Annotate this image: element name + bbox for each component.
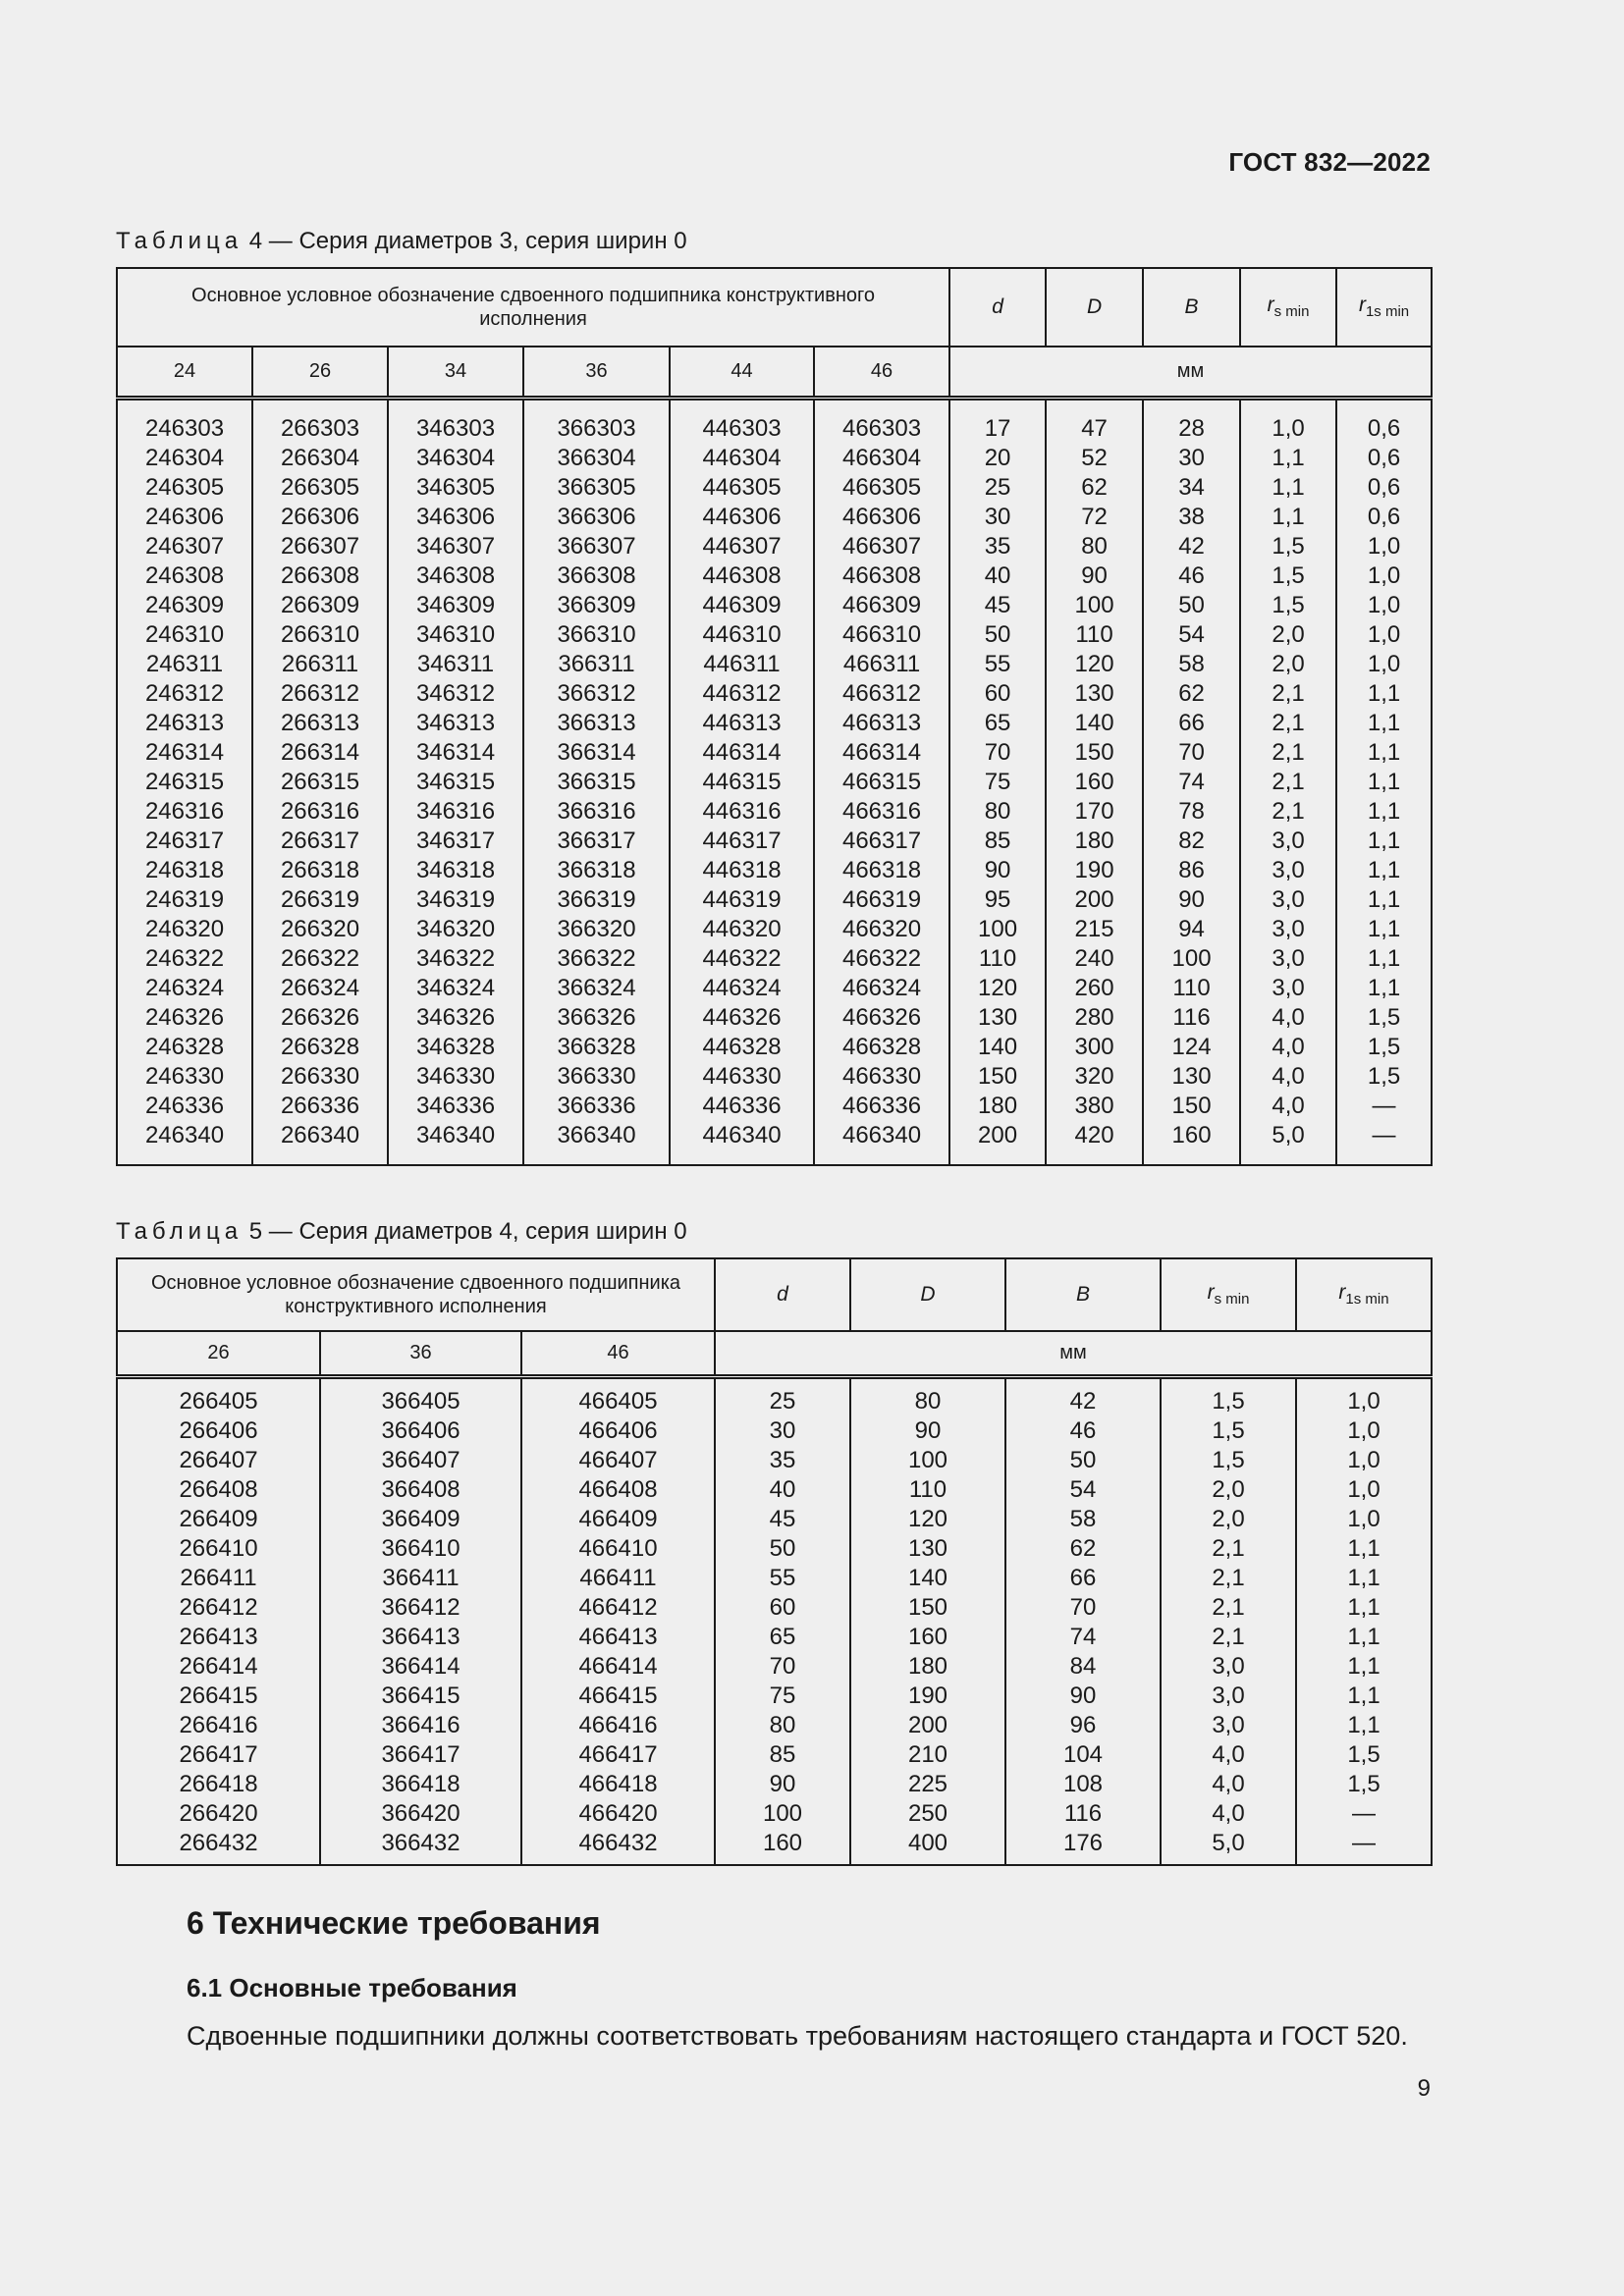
table5-header-rs-subscript: s min — [1214, 1291, 1250, 1308]
table4-col-24: 24 — [117, 347, 252, 398]
table5-col-36: 36 — [320, 1331, 521, 1376]
table4-header-r1s-subscript: 1s min — [1365, 303, 1410, 321]
table5-unit: мм — [715, 1331, 1432, 1376]
table4-col-46: 46 — [814, 347, 949, 398]
table4-data-36: 366303 366304 366305 366306 366307 366308 366309 366310 366311 366312 366313 366314 366315 366316 366317 366318 366319 366320 366322 366324 366326 366328 366330 366336 366340 — [523, 398, 670, 1165]
table4-caption-rest: 4 — Серия диаметров 3, серия ширин 0 — [248, 228, 687, 254]
table4-col-34: 34 — [388, 347, 523, 398]
table4-header-rs-subscript: s min — [1273, 303, 1310, 321]
table4-col-36: 36 — [523, 347, 670, 398]
table4-data-44: 446303 446304 446305 446306 446307 446308 446309 446310 446311 446312 446313 446314 446315 446316 446317 446318 446319 446320 446322 446324 446326 446328 446330 446336 446340 — [670, 398, 814, 1165]
table5-header-r1s-symbol: r — [1338, 1281, 1346, 1305]
table4-data-34: 346303 346304 346305 346306 346307 346308 346309 346310 346311 346312 346313 346314 346315 346316 346317 346318 346319 346320 346322 346324 346326 346328 346330 346336 346340 — [388, 398, 523, 1165]
table4-header-rs-symbol: r — [1267, 294, 1274, 317]
table4-header-d: d — [949, 268, 1046, 347]
table5-data-B: 42 46 50 54 58 62 66 70 74 84 90 96 104 108 116 176 — [1005, 1376, 1161, 1865]
table4-data-46: 466303 466304 466305 466306 466307 466308 466309 466310 466311 466312 466313 466314 466315 466316 466317 466318 466319 466320 466322 466324 466326 466328 466330 466336 466340 — [814, 398, 949, 1165]
table5-data-d: 25 30 35 40 45 50 55 60 65 70 75 80 85 90 100 160 — [715, 1376, 850, 1865]
table5-header-description: Основное условное обозначение сдвоенного подшипника конструктивного исполнения — [117, 1258, 715, 1331]
table4-col-26: 26 — [252, 347, 388, 398]
table5-data-rs: 1,5 1,5 1,5 2,0 2,0 2,1 2,1 2,1 2,1 3,0 3,0 3,0 4,0 4,0 4,0 5,0 — [1161, 1376, 1296, 1865]
table5-header-r1s-subscript: 1s min — [1345, 1291, 1389, 1308]
table4-data-d: 17 20 25 30 35 40 45 50 55 60 65 70 75 80 85 90 95 100 110 120 130 140 150 180 200 — [949, 398, 1046, 1165]
table4-data-r1s: 0,6 0,6 0,6 0,6 1,0 1,0 1,0 1,0 1,0 1,1 1,1 1,1 1,1 1,1 1,1 1,1 1,1 1,1 1,1 1,1 1,5 1,5 1,5 — — — [1336, 398, 1432, 1165]
page-number: 9 — [1417, 2075, 1431, 2102]
table4-col-44: 44 — [670, 347, 814, 398]
table5-data-r1s: 1,0 1,0 1,0 1,0 1,0 1,1 1,1 1,1 1,1 1,1 1,1 1,1 1,5 1,5 — — — [1296, 1376, 1432, 1865]
table4-header-B: B — [1143, 268, 1240, 347]
table5-header-rs-min — [1161, 1258, 1296, 1331]
section-paragraph: Сдвоенные подшипники должны соответствовать требованиям настоящего стандарта и ГОСТ 520. — [187, 2021, 1408, 2051]
table5-col-46: 46 — [521, 1331, 715, 1376]
table5-caption — [116, 1218, 687, 1246]
table4-header-rs-min — [1240, 268, 1336, 347]
table5-header-rs-symbol: r — [1207, 1281, 1215, 1305]
table4-caption-word: Таблица — [116, 228, 244, 254]
table5-caption-rest: 5 — Серия диаметров 4, серия ширин 0 — [248, 1218, 687, 1245]
table5-data-26: 266405 266406 266407 266408 266409 266410 266411 266412 266413 266414 266415 266416 266417 266418 266420 266432 — [117, 1376, 320, 1865]
table4 — [116, 267, 1433, 1166]
table4-header-description: Основное условное обозначение сдвоенного подшипника конструктивного исполнения — [117, 268, 949, 347]
subsection-title: 6.1 Основные требования — [187, 1973, 517, 2002]
table4-data-D: 47 52 62 72 80 90 100 110 120 130 140 150 160 170 180 190 200 215 240 260 280 300 320 380 420 — [1046, 398, 1143, 1165]
section-title: 6 Технические требования — [187, 1905, 601, 1941]
document-code: ГОСТ 832—2022 — [1228, 147, 1431, 177]
table5-header-B: B — [1005, 1258, 1161, 1331]
table5-data-46: 466405 466406 466407 466408 466409 466410 466411 466412 466413 466414 466415 466416 466417 466418 466420 466432 — [521, 1376, 715, 1865]
table4-data-rs: 1,0 1,1 1,1 1,1 1,5 1,5 1,5 2,0 2,0 2,1 2,1 2,1 2,1 2,1 3,0 3,0 3,0 3,0 3,0 3,0 4,0 4,0 4,0 4,0 5,0 — [1240, 398, 1336, 1165]
table5-header-r1s-min — [1296, 1258, 1432, 1331]
table5-data-36: 366405 366406 366407 366408 366409 366410 366411 366412 366413 366414 366415 366416 366417 366418 366420 366432 — [320, 1376, 521, 1865]
table4-header-r1s-min — [1336, 268, 1432, 347]
table5 — [116, 1257, 1433, 1866]
table4-caption — [116, 228, 687, 255]
table4-header-r1s-symbol: r — [1358, 294, 1366, 317]
table4-data-24: 246303 246304 246305 246306 246307 246308 246309 246310 246311 246312 246313 246314 246315 246316 246317 246318 246319 246320 246322 246324 246326 246328 246330 246336 246340 — [117, 398, 252, 1165]
table5-data-D: 80 90 100 110 120 130 140 150 160 180 190 200 210 225 250 400 — [850, 1376, 1005, 1865]
table5-header-d: d — [715, 1258, 850, 1331]
table5-header-D: D — [850, 1258, 1005, 1331]
table4-unit: мм — [949, 347, 1432, 398]
table5-col-26: 26 — [117, 1331, 320, 1376]
table4-header-D: D — [1046, 268, 1143, 347]
table4-data-B: 28 30 34 38 42 46 50 54 58 62 66 70 74 78 82 86 90 94 100 110 116 124 130 150 160 — [1143, 398, 1240, 1165]
table4-data-26: 266303 266304 266305 266306 266307 266308 266309 266310 266311 266312 266313 266314 266315 266316 266317 266318 266319 266320 266322 266324 266326 266328 266330 266336 266340 — [252, 398, 388, 1165]
table5-caption-word: Таблица — [116, 1218, 244, 1245]
